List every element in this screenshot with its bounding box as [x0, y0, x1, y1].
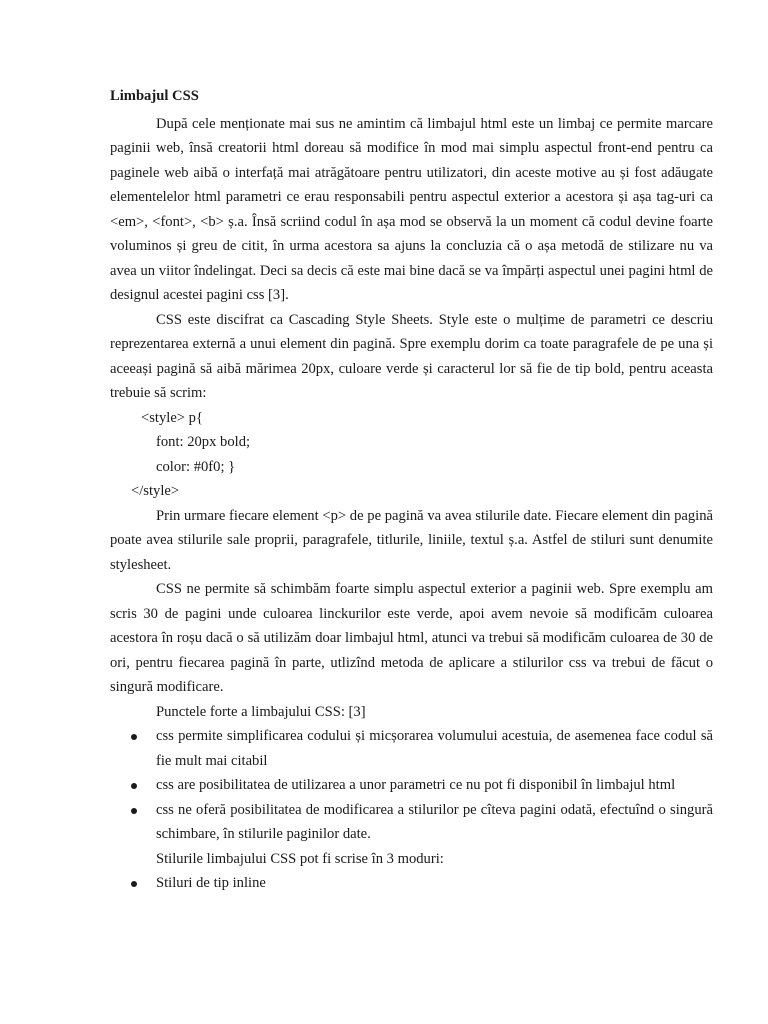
section-title: Limbajul CSS	[110, 88, 199, 104]
bullet-dot-icon	[131, 808, 137, 814]
list-item	[110, 871, 713, 896]
paragraph-intro: După cele menționate mai sus ne amintim că limbajul html este un limbaj ce permite marcare paginii web, însă creatorii html doreau să modifice în mod mai simplu aspectul front-end pentru ca paginele web aibă o interfață mai atrăgătoare pentru utilizatori, din aceste motive au și fost adăugate elementelelor html parametri ce erau responsabili pentru aspectul exterior a acestora și așa tag-uri ca <em>, <font>, <b> ș.a. Însă scriind codul în așa mod se observă la un moment că codul devine foarte voluminos și greu de citit, în urma acestora sa ajuns la concluzia că o așa metodă de stilizare nu va avea un viitor îndelingat. Deci sa decis că este mai bine dacă se va împărți aspectul unei pagini html de designul acestei pagini css [3].	[110, 115, 713, 303]
strengths-intro: Punctele forte a limbajului CSS: [3]	[156, 703, 366, 720]
bullet-dot-icon	[131, 881, 137, 887]
list-item-text: css permite simplificarea codului și micșorarea volumului acestuia, de asemenea face codul să fie mult mai citabil	[156, 728, 713, 769]
list-item	[110, 798, 713, 847]
modes-intro: Stilurile limbajului CSS pot fi scrise în 3 moduri:	[156, 850, 444, 867]
paragraph-css-definition: CSS este discifrat ca Cascading Style Sheets. Style este o mulțime de parametri ce descriu reprezentarea externă a unui element din pagină. Spre exemplu dorim ca toate paragrafele de pe una și aceeași pagină să aibă mărimea 20px, culoare verde și caracterul lor să fie de tip bold, pentru aceasta trebuie să scrim:	[110, 311, 713, 401]
code-line-style-open: <style> p{	[141, 409, 203, 426]
list-item-text: css ne oferă posibilitatea de modificarea a stilurilor pe cîteva pagini odată, efectuînd o singură schimbare, în stilurile paginilor date.	[156, 801, 713, 842]
code-line-style-close: </style>	[131, 483, 180, 499]
paragraph-result: Prin urmare fiecare element <p> de pe pagină va avea stilurile date. Fiecare element din pagină poate avea stilurile sale proprii, paragrafele, titlurile, liniile, textul ș.a. Astfel de stiluri sunt denumite stylesheet.	[110, 507, 713, 573]
list-item	[110, 773, 713, 798]
list-item-text: css are posibilitatea de utilizarea a unor parametri ce nu pot fi disponibil în limbajul html	[156, 777, 676, 793]
list-item-text: Stiluri de tip inline	[156, 875, 266, 891]
bullet-dot-icon	[131, 734, 137, 740]
paragraph-example: CSS ne permite să schimbăm foarte simplu aspectul exterior a paginii web. Spre exemplu am scris 30 de pagini unde culoarea linckurilor este verde, apoi avem nevoie să modificăm culoarea acestora în roșu dacă o să utilizăm doar limbajul html, atunci va trebui să modificăm culoarea de 30 de ori, pentru fiecarea pagină în parte, utlizînd metoda de aplicare a stilurilor css va trebui de făcut o singură modificare.	[110, 581, 713, 695]
bullet-dot-icon	[131, 783, 137, 789]
strengths-list	[110, 724, 713, 847]
modes-list	[110, 871, 713, 896]
list-item	[110, 724, 713, 773]
code-line-color: color: #0f0; }	[156, 458, 236, 475]
code-line-font: font: 20px bold;	[156, 434, 251, 450]
document-page	[110, 84, 713, 896]
